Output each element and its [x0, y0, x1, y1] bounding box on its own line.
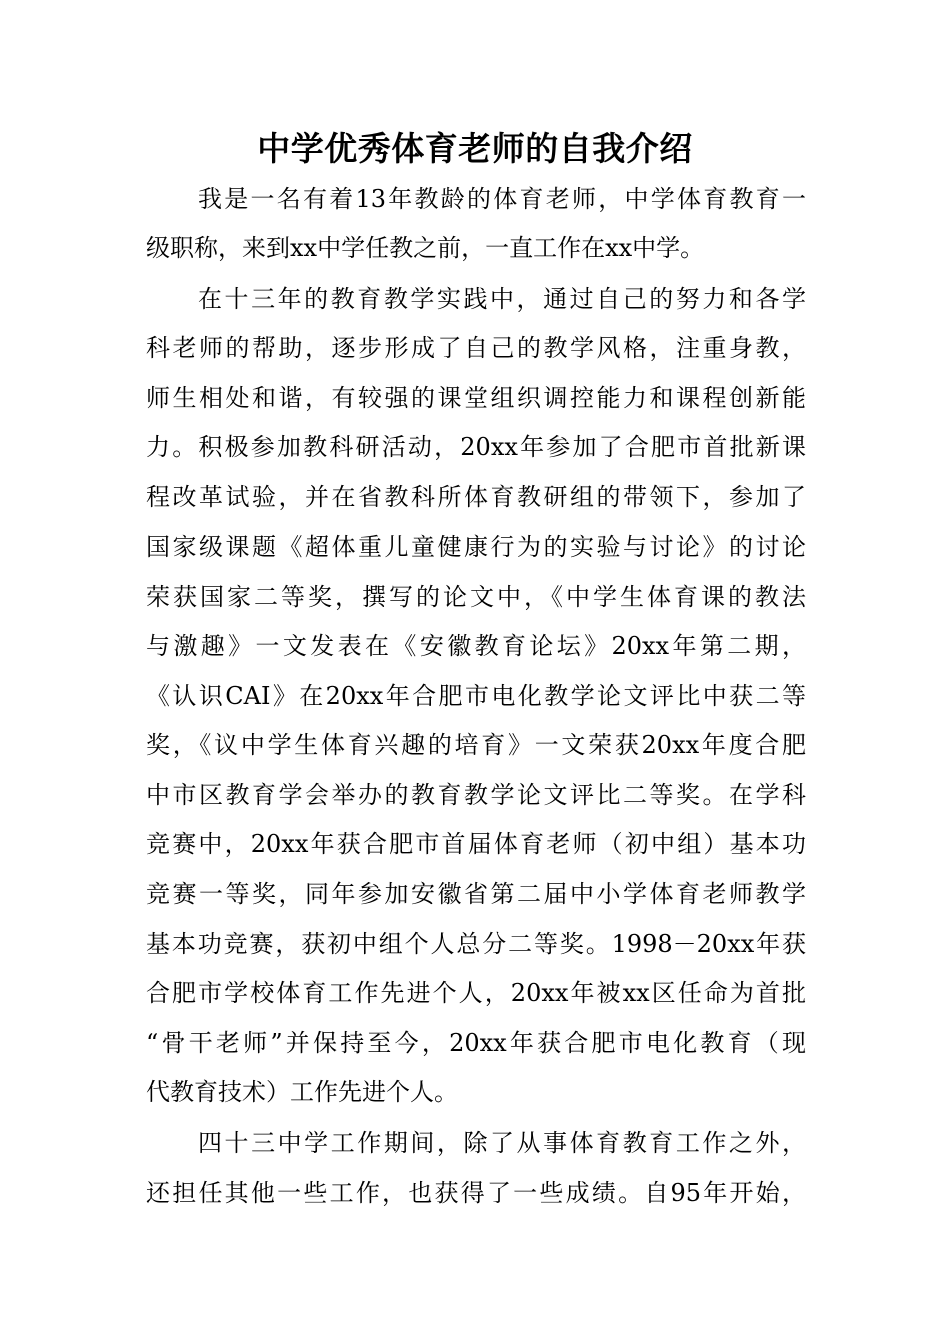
paragraph-2-line-9: 《认识CAI》在20xx年合肥市电化教学论文评比中获二等: [146, 682, 806, 710]
paragraph-2-line-17: 代教育技术）工作先进个人。: [146, 1078, 458, 1106]
paragraph-2-line-16: “骨干老师”并保持至今，20xx年获合肥市电化教育（现: [146, 1029, 806, 1057]
paragraph-2-line-8: 与激趣》一文发表在《安徽教育论坛》20xx年第二期，: [146, 632, 806, 660]
paragraph-2-line-15: 合肥市学校体育工作先进个人，20xx年被xx区任命为首批: [146, 979, 806, 1007]
paragraph-2-line-14: 基本功竞赛，获初中组个人总分二等奖。1998－20xx年获: [146, 930, 806, 958]
paragraph-2-line-3: 师生相处和谐，有较强的课堂组织调控能力和课程创新能: [146, 384, 806, 412]
paragraph-2-line-11: 中市区教育学会举办的教育教学论文评比二等奖。在学科: [146, 781, 806, 809]
paragraph-2-line-12: 竞赛中，20xx年获合肥市首届体育老师（初中组）基本功: [146, 830, 806, 858]
document-title: 中学优秀体育老师的自我介绍: [257, 129, 693, 168]
paragraph-2-line-7: 荣获国家二等奖，撰写的论文中，《中学生体育课的教法: [146, 583, 806, 611]
paragraph-1-line-1: 我是一名有着13年教龄的体育老师，中学体育教育一: [198, 185, 806, 213]
paragraph-1-line-2: 级职称，来到xx中学任教之前，一直工作在xx中学。: [146, 234, 705, 262]
paragraph-2-line-4: 力。积极参加教科研活动，20xx年参加了合肥市首批新课: [146, 433, 806, 461]
paragraph-2-line-1: 在十三年的教育教学实践中，通过自己的努力和各学: [198, 285, 806, 313]
paragraph-2-line-13: 竞赛一等奖，同年参加安徽省第二届中小学体育老师教学: [146, 880, 806, 908]
paragraph-2-line-6: 国家级课题《超体重儿童健康行为的实验与讨论》的讨论: [146, 533, 806, 561]
paragraph-3-line-2: 还担任其他一些工作，也获得了一些成绩。自95年开始，: [146, 1179, 806, 1207]
paragraph-2-line-2: 科老师的帮助，逐步形成了自己的教学风格，注重身教，: [146, 334, 806, 362]
paragraph-2-line-10: 奖，《议中学生体育兴趣的培育》一文荣获20xx年度合肥: [146, 731, 806, 759]
paragraph-2-line-5: 程改革试验，并在省教科所体育教研组的带领下，参加了: [146, 483, 806, 511]
paragraph-3-line-1: 四十三中学工作期间，除了从事体育教育工作之外，: [198, 1129, 806, 1157]
